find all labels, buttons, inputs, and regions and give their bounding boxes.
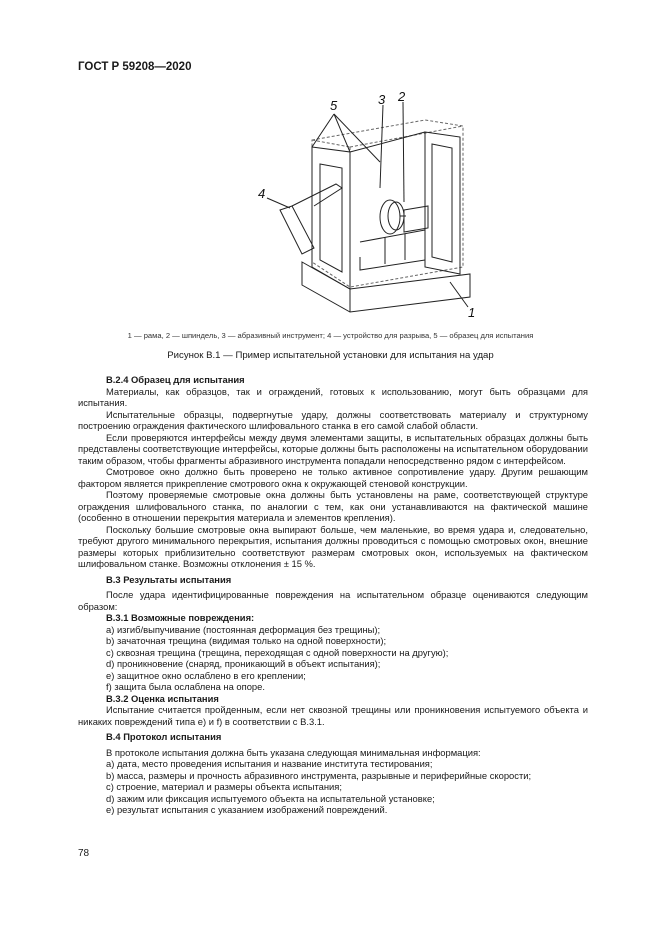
list-item: c) строение, материал и размеры объекта испытания; <box>106 781 342 792</box>
figure-label-4: 4 <box>258 186 266 201</box>
list-item: a) дата, место проведения испытания и название института тестирования; <box>106 758 433 769</box>
paragraph: В протоколе испытания должна быть указана следующая минимальная информация: <box>106 746 481 758</box>
list-item: d) проникновение (снаряд, проникающий в объект испытания); <box>106 658 381 669</box>
paragraph: Испытание считается пройденным, если нет сквозной трещины или проникновения испытуемого объекта и никаких повреждений типа е) и f) в соответствии с В.3.1. <box>78 704 588 727</box>
figure-label-5: 5 <box>330 98 338 113</box>
section-heading-b32: В.3.2 Оценка испытания <box>106 692 219 704</box>
paragraph: Испытательные образцы, подвергнутые удару, должны соответствовать материалу и структурному построению ограждения фактического шлифовального станка в его самой слабой области. <box>78 408 588 431</box>
paragraph: Если проверяются интерфейсы между двумя элементами защиты, в испытательных образцах должны быть представлены соответствующие интерфейсы, которые должны быть расположены на испытательном оборудовании таким образом, чтобы фрагменты абразивного инструмента попадали непосредственно рядом с интерфейсом. <box>78 431 588 466</box>
list-item: b) масса, размеры и прочность абразивного инструмента, разрывные и периферийные скорости; <box>106 769 532 781</box>
document-body <box>78 374 588 816</box>
list-item: f) защита была ослаблена на опоре. <box>106 681 265 692</box>
list-item: d) зажим или фиксация испытуемого объекта на испытательной установке; <box>106 792 435 804</box>
list-item: e) результат испытания с указанием изображений повреждений. <box>106 804 388 815</box>
section-heading-b31: В.3.1 Возможные повреждения: <box>106 612 255 623</box>
figure-legend: 1 — рама, 2 — шпиндель, 3 — абразивный инструмент; 4 — устройство для разрыва, 5 — образец для испытания <box>127 331 534 340</box>
paragraph: Поэтому проверяемые смотровые окна должны быть установлены на раме, соответствующей структуре ограждения шлифовального станка, по аналогии с тем, как они устанавливаются на фактической машине (особенно в отношении перекрытия материала и элементов крепления). <box>78 489 588 523</box>
paragraph: После удара идентифицированные повреждения на испытательном образце оцениваются следующим образом: <box>78 589 588 612</box>
page-number: 78 <box>78 848 90 859</box>
figure-label-1: 1 <box>468 305 476 320</box>
test-rig-figure <box>250 92 500 324</box>
section-heading-b3: В.3 Результаты испытания <box>106 573 232 585</box>
list-item: b) зачаточная трещина (видимая только на одной поверхности); <box>106 635 387 646</box>
figure-label-3: 3 <box>378 92 386 107</box>
document-header: ГОСТ Р 59208—2020 <box>78 61 192 73</box>
paragraph: Материалы, как образцов, так и ограждений, готовых к использованию, могут быть образцами для испытания. <box>78 385 588 408</box>
figure-label-2: 2 <box>398 92 406 104</box>
paragraph: Поскольку большие смотровые окна выпирают больше, чем маленькие, во время удара и, следовательно, требуют другого минимального перекрытия, испытания должны проводиться с помощью смотровых окон, внешние размеры которых приблизительно соответствуют размерам смотровых окон, используемых на фактическом шлифовальном станке. Возможны отклонения ± 15 %. <box>78 523 588 569</box>
figure-caption: Рисунок В.1 — Пример испытательной установки для испытания на удар <box>167 350 494 361</box>
section-heading-b24: В.2.4 Образец для испытания <box>106 374 245 385</box>
list-item: c) сквозная трещина (трещина, переходящая с одной поверхности на другую); <box>106 646 449 658</box>
list-item: e) защитное окно ослаблено в его креплении; <box>106 669 306 681</box>
section-heading-b4: В.4 Протокол испытания <box>106 731 222 742</box>
paragraph: Смотровое окно должно быть проверено не только активное сопротивление удару. Другим решающим фактором является прикрепление смотрового окна к окружающей стеновой конструкции. <box>78 466 588 489</box>
list-item: a) изгиб/выпучивание (постоянная деформация без трещины); <box>106 623 381 635</box>
